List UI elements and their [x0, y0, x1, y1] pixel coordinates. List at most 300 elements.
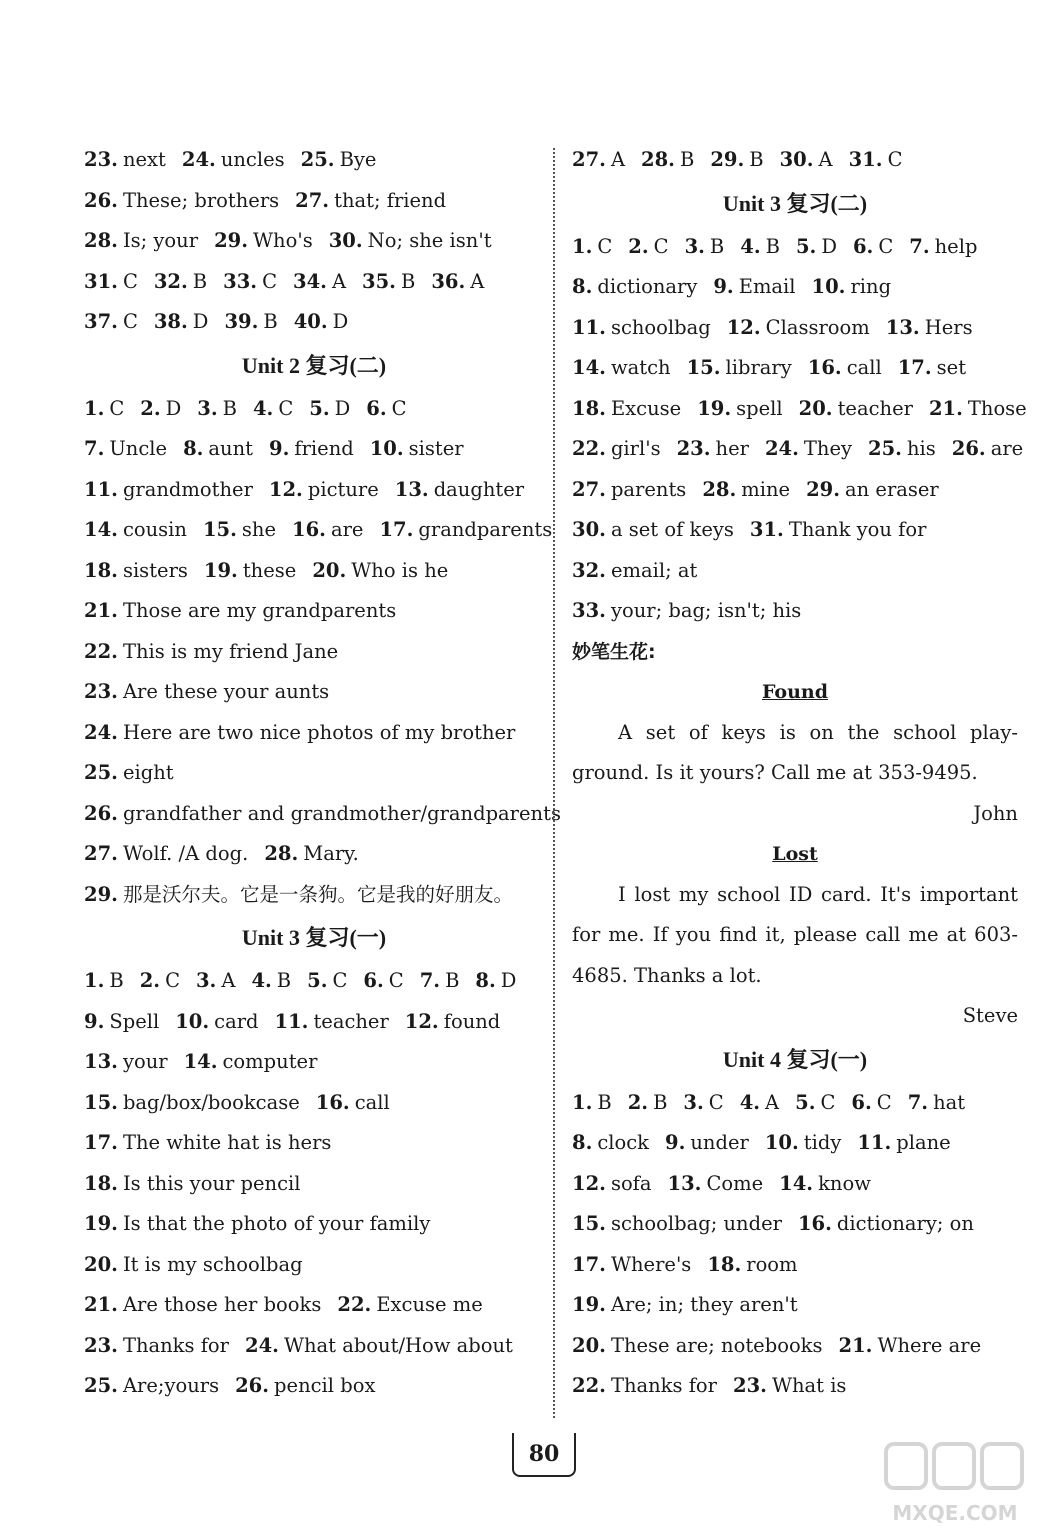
answer-item	[224, 302, 277, 343]
answer-text: friend	[294, 437, 354, 460]
answer-item	[223, 262, 277, 303]
answer-item	[182, 140, 285, 181]
question-number: 31.	[749, 518, 784, 541]
question-number: 34.	[293, 269, 327, 293]
answer-line	[572, 267, 1018, 308]
answer-item	[84, 1164, 301, 1205]
answer-line	[84, 1042, 544, 1083]
question-number: 5.	[795, 234, 817, 258]
question-number: 18.	[84, 1171, 118, 1195]
answer-text: B	[192, 269, 208, 293]
answer-item	[316, 1083, 390, 1124]
question-number: 2.	[139, 969, 161, 992]
answer-item	[886, 308, 973, 349]
question-number: 4.	[740, 234, 761, 258]
answer-item	[84, 1326, 229, 1367]
answer-item	[370, 429, 464, 470]
answer-line	[84, 591, 544, 632]
answer-item	[727, 308, 870, 349]
answer-item	[572, 389, 681, 430]
answer-text: under	[690, 1131, 749, 1154]
answer-text: cousin	[122, 518, 187, 541]
answer-item	[572, 267, 697, 308]
answer-text: What about/How about	[283, 1333, 513, 1357]
answer-item	[740, 1083, 779, 1124]
answer-item	[235, 1366, 375, 1407]
answer-text: What is	[771, 1374, 847, 1397]
answer-text: eight	[122, 761, 174, 784]
answer-item	[84, 1123, 331, 1164]
question-number: 9.	[84, 1009, 105, 1033]
answer-item	[84, 591, 396, 632]
question-number: 9.	[269, 437, 290, 460]
answer-line	[572, 348, 1018, 389]
answer-text: C	[820, 1090, 836, 1114]
answer-item	[84, 140, 166, 181]
answer-text: C	[122, 310, 138, 333]
answer-text: C	[391, 396, 407, 420]
answer-item	[84, 753, 174, 794]
question-number: 22.	[84, 639, 118, 663]
question-number: 31.	[848, 148, 883, 171]
answer-line	[572, 227, 1018, 268]
question-number: 1.	[84, 396, 105, 420]
question-number: 22.	[572, 1374, 606, 1397]
answer-item	[84, 510, 187, 551]
answer-item	[245, 1326, 513, 1367]
answer-item	[84, 672, 329, 713]
answer-text: his	[906, 437, 936, 460]
answer-item	[84, 1002, 159, 1043]
answer-item	[84, 834, 248, 875]
answer-text: Thanks for	[122, 1333, 229, 1357]
answer-text: watch	[610, 356, 671, 379]
answer-item	[475, 961, 516, 1002]
answer-text: Are these your aunts	[122, 680, 330, 703]
answer-item	[798, 1204, 974, 1245]
writing-subheading: 妙笔生花:	[572, 640, 656, 663]
question-number: 22.	[337, 1293, 372, 1316]
question-number: 25.	[868, 437, 902, 460]
answer-text: Is that the photo of your family	[122, 1212, 431, 1235]
question-number: 3.	[197, 396, 218, 420]
answer-item	[780, 140, 833, 181]
question-number: 26.	[84, 801, 118, 825]
answer-item	[84, 181, 279, 222]
answer-item	[431, 262, 484, 303]
answer-text: Where are	[877, 1333, 982, 1357]
answer-text: These are; notebooks	[610, 1333, 823, 1357]
answer-text: spell	[736, 396, 783, 420]
answer-item	[154, 262, 207, 303]
answer-text: clock	[597, 1131, 649, 1154]
answer-line	[572, 1204, 1018, 1245]
answer-text: Are those her books	[122, 1293, 322, 1316]
question-number: 17.	[379, 518, 414, 541]
answer-text: teacher	[313, 1009, 389, 1033]
answer-item	[806, 470, 939, 511]
answer-line	[84, 1123, 544, 1164]
answer-text: Wolf. /A dog.	[122, 842, 249, 865]
answer-item	[363, 961, 403, 1002]
notice-title: Found	[761, 681, 829, 703]
answer-text: D	[821, 234, 837, 258]
answer-item	[572, 510, 734, 551]
answer-text: Thanks for	[610, 1374, 717, 1397]
answer-item	[687, 348, 792, 389]
question-number: 39.	[224, 310, 259, 333]
question-number: 15.	[686, 356, 721, 379]
answer-line	[84, 140, 544, 181]
answer-item	[84, 794, 561, 835]
question-number: 7.	[907, 1090, 929, 1114]
answer-line	[84, 429, 544, 470]
question-number: 37.	[84, 310, 118, 333]
question-number: 23.	[733, 1374, 767, 1397]
answer-text: B	[679, 148, 695, 171]
answer-item	[849, 140, 903, 181]
answer-item	[84, 221, 198, 262]
column-divider	[553, 148, 555, 1418]
answer-text: pencil box	[274, 1374, 376, 1397]
answer-item	[140, 961, 180, 1002]
answer-item	[183, 429, 253, 470]
answer-item	[84, 429, 167, 470]
answer-line	[572, 591, 1018, 632]
svg-text:MXQE.COM: MXQE.COM	[892, 1501, 1018, 1525]
answer-text: a set of keys	[610, 518, 734, 541]
answer-item	[84, 713, 515, 754]
answer-item	[196, 961, 235, 1002]
question-number: 18.	[572, 396, 606, 420]
answer-text: B	[109, 969, 124, 992]
answer-item	[697, 389, 782, 430]
answer-text: room	[746, 1252, 798, 1276]
question-number: 11.	[84, 477, 118, 501]
section-heading: Unit 3 复习(二)	[722, 190, 868, 216]
answer-item	[908, 1083, 965, 1124]
answer-text: sofa	[610, 1171, 652, 1195]
answer-item	[84, 1083, 300, 1124]
question-number: 10.	[369, 437, 404, 460]
question-number: 19.	[84, 1212, 118, 1235]
question-number: 17.	[572, 1252, 606, 1276]
answer-text: daughter	[433, 477, 525, 501]
left-column	[84, 140, 561, 1407]
answer-text: uncles	[220, 148, 285, 171]
question-number: 25.	[84, 1374, 118, 1397]
notice-body: I lost my school ID card. It's important for me. If you find it, please call me at 603-4685. Thanks a lot.	[572, 882, 1018, 987]
answer-text: C	[332, 969, 348, 992]
question-number: 16.	[315, 1090, 350, 1114]
question-number: 11.	[857, 1131, 892, 1154]
answer-item	[572, 1083, 612, 1124]
answer-text: C	[653, 234, 669, 258]
answer-text: set	[936, 356, 967, 379]
answer-text: library	[725, 356, 792, 379]
answer-line	[572, 1285, 1018, 1326]
answer-text: grandmother	[122, 477, 253, 501]
answer-line	[572, 1083, 1018, 1124]
question-number: 29.	[84, 882, 118, 906]
answer-text: These; brothers	[122, 188, 280, 212]
question-number: 14.	[779, 1171, 814, 1195]
answer-item	[84, 302, 138, 343]
question-number: 8.	[572, 275, 593, 298]
answer-text: Is this your pencil	[122, 1171, 301, 1195]
question-number: 21.	[84, 1293, 118, 1316]
answer-text: D	[334, 396, 351, 420]
answer-text: Classroom	[765, 315, 870, 339]
answer-item	[366, 389, 406, 430]
answer-text: Those	[967, 396, 1027, 420]
answer-text: D	[165, 396, 182, 420]
question-number: 1.	[572, 1090, 593, 1114]
question-number: 5.	[307, 969, 328, 992]
answer-text: an eraser	[845, 477, 939, 501]
answer-text: help	[934, 234, 978, 258]
answer-text: Thank you for	[788, 518, 927, 541]
answer-text: her	[715, 437, 749, 460]
answer-line	[84, 961, 544, 1002]
answer-text: A	[765, 1090, 780, 1114]
answer-item	[733, 1366, 846, 1407]
question-number: 11.	[572, 315, 606, 339]
question-number: 32.	[153, 269, 188, 293]
question-number: 32.	[572, 558, 606, 582]
answer-item	[84, 470, 253, 511]
answer-item	[808, 348, 882, 389]
answer-text: C	[122, 269, 138, 293]
answer-text: B	[445, 969, 460, 992]
answer-text: B	[765, 234, 780, 258]
answer-text: B	[597, 1090, 612, 1114]
answer-item	[839, 1326, 982, 1367]
answer-item	[264, 834, 358, 875]
question-number: 40.	[293, 310, 328, 333]
answer-line	[84, 510, 553, 551]
answer-item	[293, 262, 346, 303]
answer-text: aunt	[208, 437, 254, 460]
answer-line	[84, 1326, 544, 1367]
answer-text: found	[443, 1009, 501, 1033]
answer-text: A	[610, 148, 626, 171]
question-number: 19.	[203, 558, 238, 582]
answer-text: A	[221, 969, 236, 992]
answer-line	[572, 1123, 1018, 1164]
right-column	[572, 140, 1027, 1407]
answer-item	[312, 551, 448, 592]
answer-text: parents	[610, 477, 687, 501]
answer-item	[665, 1123, 749, 1164]
answer-text: sisters	[122, 558, 188, 582]
answer-item	[84, 632, 338, 673]
question-number: 33.	[223, 269, 258, 293]
question-number: 19.	[572, 1293, 606, 1316]
answer-text: these	[242, 558, 297, 582]
answer-item	[84, 1366, 219, 1407]
answer-text: call	[354, 1090, 390, 1114]
answer-text: girl's	[610, 437, 661, 460]
answer-item	[641, 140, 694, 181]
answer-text: sister	[408, 437, 464, 460]
question-number: 4.	[252, 396, 274, 420]
question-number: 3.	[195, 969, 217, 992]
answer-item	[204, 551, 296, 592]
question-number: 15.	[84, 1090, 118, 1114]
answer-text: A	[470, 269, 485, 293]
answer-item	[362, 262, 415, 303]
answer-text: grandfather and grandmother/grandparents	[122, 801, 561, 825]
answer-item	[572, 308, 711, 349]
answer-item	[572, 1366, 717, 1407]
answer-line	[84, 551, 544, 592]
answer-item	[796, 227, 837, 268]
answer-text: call	[846, 356, 882, 379]
answer-line	[84, 1245, 544, 1286]
answer-text: Hers	[924, 315, 973, 339]
answer-item	[572, 470, 686, 511]
question-number: 23.	[676, 437, 711, 460]
answer-text: card	[214, 1009, 259, 1033]
answer-item	[710, 140, 763, 181]
answer-text: C	[109, 396, 125, 420]
answer-text: B	[709, 234, 725, 258]
answer-item	[84, 961, 124, 1002]
answer-item	[214, 221, 313, 262]
question-number: 11.	[274, 1009, 309, 1033]
answer-item	[572, 348, 671, 389]
question-number: 24.	[764, 437, 799, 460]
answer-item	[84, 389, 124, 430]
answer-line	[572, 470, 1018, 511]
question-number: 26.	[84, 188, 118, 212]
answer-item	[337, 1285, 482, 1326]
notice-signature: John	[973, 801, 1018, 825]
question-number: 13.	[885, 315, 920, 339]
answer-item	[405, 1002, 501, 1043]
question-number: 10.	[811, 275, 846, 298]
answer-item	[799, 389, 913, 430]
question-number: 7.	[84, 437, 105, 460]
question-number: 25.	[84, 761, 118, 784]
answer-text: Excuse	[610, 396, 682, 420]
answer-item	[269, 470, 379, 511]
question-number: 6.	[366, 396, 387, 420]
answer-text: Where's	[610, 1252, 692, 1276]
answer-item	[175, 1002, 258, 1043]
answer-line	[572, 1326, 1018, 1367]
answer-item	[307, 961, 347, 1002]
answer-text: Bye	[339, 148, 377, 171]
answer-line	[572, 389, 1027, 430]
answer-text: Come	[706, 1171, 764, 1195]
question-number: 1.	[572, 234, 593, 258]
question-number: 26.	[235, 1374, 270, 1397]
question-number: 9.	[713, 275, 734, 298]
question-number: 16.	[807, 356, 842, 379]
answer-text: D	[332, 310, 349, 333]
question-number: 28.	[264, 842, 299, 865]
question-number: 21.	[838, 1333, 873, 1357]
answer-text: B	[653, 1090, 668, 1114]
answer-line	[84, 262, 544, 303]
answer-item	[197, 389, 237, 430]
answer-item	[765, 429, 852, 470]
answer-item	[572, 1204, 782, 1245]
question-number: 27.	[572, 148, 606, 171]
question-number: 9.	[665, 1131, 686, 1154]
answer-text: Are; in; they aren't	[610, 1293, 798, 1316]
question-number: 14.	[183, 1050, 218, 1073]
question-number: 30.	[572, 518, 606, 541]
question-number: 33.	[572, 599, 606, 622]
answer-text: email; at	[610, 558, 698, 582]
question-number: 24.	[181, 148, 216, 171]
question-number: 5.	[309, 396, 330, 420]
answer-item	[572, 1164, 652, 1205]
answer-text: C	[388, 969, 404, 992]
question-number: 24.	[84, 720, 118, 744]
question-number: 6.	[363, 969, 384, 992]
answer-item	[779, 1164, 871, 1205]
answer-text: Are;yours	[122, 1374, 220, 1397]
answer-item	[251, 961, 291, 1002]
answer-item	[750, 510, 927, 551]
answer-text: are	[330, 518, 364, 541]
notice-signature: Steve	[962, 1004, 1018, 1027]
answer-item	[685, 227, 725, 268]
question-number: 29.	[710, 148, 745, 171]
answer-text: Excuse me	[376, 1293, 483, 1316]
answer-line	[84, 753, 544, 794]
answer-item	[795, 1083, 835, 1124]
question-number: 35.	[362, 269, 396, 293]
question-number: 23.	[84, 148, 118, 171]
answer-item	[909, 227, 977, 268]
question-number: 29.	[806, 477, 841, 501]
answer-line	[84, 713, 544, 754]
question-number: 28.	[641, 148, 675, 171]
section-heading: Unit 3 复习(一)	[241, 925, 387, 950]
question-number: 20.	[572, 1333, 606, 1357]
question-number: 30.	[779, 148, 814, 171]
answer-text: C	[876, 1090, 892, 1114]
answer-item	[952, 429, 1023, 470]
answer-text: hat	[933, 1090, 966, 1114]
question-number: 21.	[84, 599, 118, 622]
answer-text: dictionary; on	[836, 1212, 974, 1235]
question-number: 19.	[697, 396, 732, 420]
question-number: 12.	[726, 315, 761, 339]
question-number: 12.	[268, 477, 303, 501]
answer-item	[154, 302, 209, 343]
answer-item	[295, 181, 446, 222]
question-number: 23.	[84, 680, 118, 703]
answer-text: D	[500, 969, 517, 992]
answer-item	[765, 1123, 842, 1164]
answer-item	[572, 1245, 691, 1286]
answer-item	[84, 1204, 430, 1245]
answer-item	[702, 470, 790, 511]
answer-item	[572, 1285, 798, 1326]
answer-text: that; friend	[334, 188, 447, 212]
answer-item	[84, 1245, 303, 1286]
answer-item	[668, 1164, 764, 1205]
answer-item	[140, 389, 181, 430]
question-number: 8.	[183, 437, 204, 460]
question-number: 20.	[798, 396, 833, 420]
